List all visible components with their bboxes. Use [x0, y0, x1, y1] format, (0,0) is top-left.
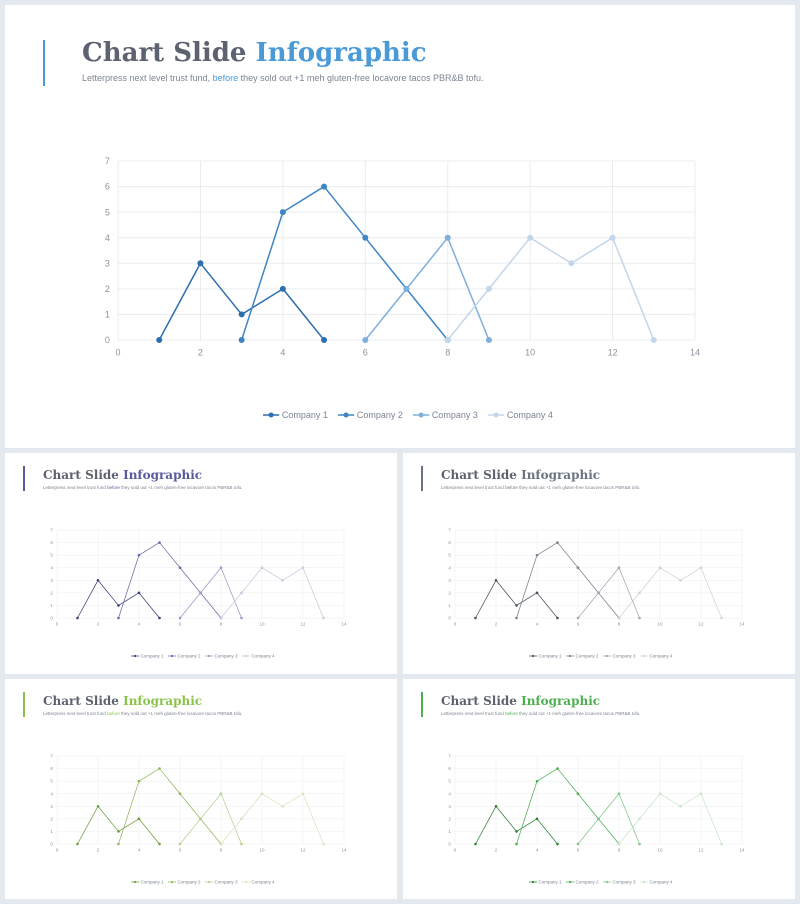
data-point — [179, 843, 182, 846]
y-tick-label: 2 — [448, 590, 451, 596]
slide-4 — [5, 679, 397, 899]
y-tick-label: 1 — [50, 829, 53, 835]
data-point — [179, 617, 182, 620]
x-tick-label: 6 — [576, 621, 580, 627]
subtitle-text-start: Letterpress next level trust fund — [43, 711, 106, 716]
slide-title-accent: Infographic — [123, 468, 203, 482]
data-point — [179, 792, 182, 795]
data-point — [597, 592, 600, 595]
y-tick-label: 7 — [50, 527, 53, 533]
series-line — [78, 580, 160, 618]
legend-swatch-marker — [208, 881, 210, 883]
legend — [529, 654, 673, 659]
data-point — [515, 604, 518, 607]
legend-item — [488, 410, 553, 420]
legend-item — [603, 654, 636, 659]
data-point — [659, 566, 662, 569]
grid — [57, 530, 344, 618]
data-point — [638, 818, 641, 821]
y-tick-label: 4 — [448, 565, 451, 571]
slide-title-accent: Infographic — [521, 468, 601, 482]
legend-swatch-marker — [269, 412, 274, 417]
x-tick-label: 12 — [607, 347, 618, 358]
data-point — [220, 617, 223, 620]
data-point — [220, 792, 223, 795]
data-point — [536, 780, 539, 783]
data-point — [720, 843, 723, 846]
subtitle-highlight: before — [505, 485, 518, 490]
data-point — [261, 566, 264, 569]
grid — [455, 756, 742, 844]
grid — [57, 756, 344, 844]
legend-swatch-marker — [208, 655, 210, 657]
legend-label: Company 3 — [612, 879, 636, 885]
legend-item — [168, 654, 201, 659]
data-point — [495, 579, 498, 582]
data-point — [138, 780, 141, 783]
legend-item — [338, 410, 403, 420]
x-tick-label: 0 — [55, 847, 59, 853]
data-point — [515, 617, 518, 620]
data-point — [280, 209, 286, 215]
data-point — [117, 830, 120, 833]
data-point — [720, 617, 723, 620]
legend-swatch-marker — [134, 655, 136, 657]
y-tick-label: 7 — [448, 753, 451, 759]
y-tick-label: 3 — [50, 803, 53, 809]
subtitle-text-end: they sold out +1 meh gluten-free locavore tacos PBR&B tofu. — [121, 485, 243, 490]
slide-title-accent: Infographic — [255, 38, 427, 68]
legend-label: Company 2 — [177, 653, 201, 659]
legend-label: Company 2 — [356, 410, 403, 421]
legend-swatch-marker — [569, 655, 571, 657]
y-tick-label: 2 — [448, 816, 451, 822]
data-point — [515, 830, 518, 833]
legend-swatch-marker — [344, 412, 349, 417]
data-point — [197, 260, 203, 266]
data-point — [556, 617, 559, 620]
data-point — [474, 617, 477, 620]
data-point — [76, 617, 79, 620]
legend-label: Company 3 — [214, 653, 238, 659]
x-tick-label: 12 — [698, 847, 704, 853]
data-point — [158, 617, 161, 620]
x-tick-label: 10 — [259, 621, 265, 627]
subtitle-text-start: Letterpress next level trust fund, — [82, 73, 211, 83]
series-1 — [76, 805, 161, 845]
y-tick-label: 6 — [448, 766, 451, 772]
slide-title-main: Chart Slide — [43, 694, 119, 708]
y-tick-label: 7 — [448, 527, 451, 533]
data-point — [536, 592, 539, 595]
data-point — [117, 604, 120, 607]
x-tick-label: 8 — [445, 347, 451, 358]
legend-swatch-marker — [532, 655, 534, 657]
data-point — [445, 235, 451, 241]
data-point — [322, 617, 325, 620]
legend-item — [529, 654, 562, 659]
data-point — [220, 843, 223, 846]
x-tick-label: 0 — [453, 847, 457, 853]
legend-item — [640, 880, 673, 885]
slide-3 — [403, 453, 795, 674]
data-point — [362, 337, 368, 343]
data-point — [240, 592, 243, 595]
data-point — [474, 843, 477, 846]
series-1 — [474, 805, 559, 845]
data-point — [117, 843, 120, 846]
slide-title-main: Chart Slide — [441, 468, 517, 482]
y-tick-label: 2 — [50, 816, 53, 822]
y-tick-label: 7 — [50, 753, 53, 759]
series-1 — [76, 579, 161, 619]
y-tick-label: 3 — [448, 803, 451, 809]
x-tick-label: 14 — [739, 847, 745, 853]
y-tick-label: 4 — [50, 791, 53, 797]
legend-item — [131, 654, 164, 659]
legend-item — [413, 410, 478, 420]
data-point — [556, 843, 559, 846]
data-point — [158, 843, 161, 846]
data-point — [618, 792, 621, 795]
subtitle-text-start: Letterpress next level trust fund — [441, 711, 504, 716]
y-tick-label: 0 — [448, 841, 451, 847]
data-point — [515, 843, 518, 846]
data-point — [179, 566, 182, 569]
slide-title-main: Chart Slide — [82, 38, 247, 68]
x-tick-label: 12 — [300, 847, 306, 853]
slide-1 — [5, 5, 795, 448]
legend-swatch-marker — [245, 881, 247, 883]
data-point — [445, 337, 451, 343]
x-tick-label: 0 — [55, 621, 59, 627]
grid — [455, 530, 742, 618]
data-point — [618, 617, 621, 620]
legend — [131, 880, 275, 885]
y-tick-label: 7 — [104, 156, 110, 167]
x-tick-label: 10 — [657, 621, 663, 627]
legend-label: Company 2 — [575, 879, 599, 885]
data-point — [556, 767, 559, 770]
legend-item — [566, 880, 599, 885]
y-tick-label: 3 — [448, 577, 451, 583]
data-point — [158, 541, 161, 544]
data-point — [556, 541, 559, 544]
data-point — [651, 337, 657, 343]
data-point — [638, 617, 641, 620]
x-tick-label: 6 — [362, 347, 368, 358]
data-point — [302, 792, 305, 795]
legend-label: Company 4 — [506, 410, 553, 421]
data-point — [220, 566, 223, 569]
legend-swatch-marker — [419, 412, 424, 417]
data-point — [577, 792, 580, 795]
x-tick-label: 4 — [535, 621, 539, 627]
data-point — [638, 843, 641, 846]
y-tick-label: 0 — [50, 841, 53, 847]
data-point — [138, 818, 141, 821]
subtitle-text-end: they sold out +1 meh gluten-free locavore tacos PBR&B tofu. — [519, 711, 641, 716]
legend-swatch-marker — [643, 881, 645, 883]
data-point — [158, 767, 161, 770]
data-point — [536, 554, 539, 557]
x-tick-label: 8 — [219, 621, 223, 627]
x-tick-label: 14 — [341, 621, 347, 627]
data-point — [679, 579, 682, 582]
x-tick-label: 12 — [698, 621, 704, 627]
line-chart — [403, 679, 795, 899]
data-point — [199, 818, 202, 821]
legend-label: Company 4 — [251, 879, 275, 885]
x-tick-label: 4 — [137, 847, 141, 853]
legend-item — [242, 880, 275, 885]
legend-item — [168, 880, 201, 885]
x-tick-label: 8 — [219, 847, 223, 853]
slide-title-accent: Infographic — [521, 694, 601, 708]
y-tick-label: 1 — [448, 829, 451, 835]
legend-swatch-marker — [606, 881, 608, 883]
x-tick-label: 12 — [300, 621, 306, 627]
y-tick-label: 0 — [104, 335, 110, 346]
data-point — [239, 311, 245, 317]
y-tick-label: 6 — [50, 540, 53, 546]
data-point — [138, 592, 141, 595]
data-point — [618, 843, 621, 846]
series-line — [476, 580, 558, 618]
line-chart — [5, 679, 397, 899]
data-point — [138, 554, 141, 557]
legend-item — [205, 880, 238, 885]
x-tick-label: 0 — [453, 621, 457, 627]
data-point — [240, 617, 243, 620]
y-tick-label: 0 — [50, 615, 53, 621]
y-tick-label: 0 — [448, 615, 451, 621]
data-point — [486, 337, 492, 343]
legend-label: Company 3 — [612, 653, 636, 659]
subtitle-highlight: before — [212, 73, 239, 83]
legend-item — [205, 654, 238, 659]
slide-title-main: Chart Slide — [43, 468, 119, 482]
legend-item — [640, 654, 673, 659]
y-tick-label: 5 — [50, 778, 53, 784]
legend-item — [566, 654, 599, 659]
y-tick-label: 2 — [50, 590, 53, 596]
data-point — [659, 792, 662, 795]
x-tick-label: 4 — [280, 347, 286, 358]
legend-label: Company 4 — [649, 879, 673, 885]
legend-label: Company 2 — [575, 653, 599, 659]
legend-label: Company 1 — [140, 653, 164, 659]
y-tick-label: 3 — [50, 577, 53, 583]
x-tick-label: 14 — [739, 621, 745, 627]
x-tick-label: 8 — [617, 621, 621, 627]
slide-title-accent: Infographic — [123, 694, 203, 708]
legend-label: Company 1 — [538, 879, 562, 885]
legend-swatch-marker — [171, 881, 173, 883]
y-tick-label: 5 — [448, 778, 451, 784]
data-point — [577, 617, 580, 620]
subtitle-text-end: they sold out +1 meh gluten-free locavore tacos PBR&B tofu. — [121, 711, 243, 716]
y-tick-label: 5 — [50, 552, 53, 558]
x-tick-label: 8 — [617, 847, 621, 853]
data-point — [618, 566, 621, 569]
x-tick-label: 14 — [689, 347, 701, 358]
data-point — [302, 566, 305, 569]
y-tick-label: 4 — [104, 232, 110, 243]
x-tick-label: 2 — [197, 347, 203, 358]
data-point — [240, 818, 243, 821]
data-point — [281, 579, 284, 582]
data-point — [638, 592, 641, 595]
subtitle-highlight: before — [107, 485, 120, 490]
legend-swatch-marker — [606, 655, 608, 657]
subtitle-highlight: before — [107, 711, 120, 716]
data-point — [610, 235, 616, 241]
x-tick-label: 6 — [576, 847, 580, 853]
legend-item — [529, 880, 562, 885]
subtitle-text-start: Letterpress next level trust fund — [441, 485, 504, 490]
legend-swatch-marker — [245, 655, 247, 657]
data-point — [117, 617, 120, 620]
data-point — [577, 566, 580, 569]
line-chart — [5, 5, 795, 448]
series-1 — [474, 579, 559, 619]
data-point — [486, 286, 492, 292]
x-tick-label: 6 — [178, 621, 182, 627]
data-point — [568, 260, 574, 266]
data-point — [281, 805, 284, 808]
data-point — [76, 843, 79, 846]
y-tick-label: 4 — [448, 791, 451, 797]
legend-label: Company 1 — [538, 653, 562, 659]
data-point — [321, 184, 327, 190]
legend-swatch-marker — [643, 655, 645, 657]
series-line — [78, 806, 160, 844]
y-tick-label: 5 — [104, 207, 110, 218]
legend-label: Company 3 — [214, 879, 238, 885]
y-tick-label: 6 — [50, 766, 53, 772]
data-point — [280, 286, 286, 292]
legend-item — [603, 880, 636, 885]
legend — [263, 410, 553, 420]
data-point — [156, 337, 162, 343]
line-chart — [5, 453, 397, 674]
subtitle-highlight: before — [505, 711, 518, 716]
data-point — [261, 792, 264, 795]
data-point — [536, 818, 539, 821]
data-point — [700, 566, 703, 569]
legend-swatch-marker — [134, 881, 136, 883]
legend-label: Company 1 — [140, 879, 164, 885]
slide-2 — [5, 453, 397, 674]
legend-label: Company 2 — [177, 879, 201, 885]
legend — [529, 880, 673, 885]
data-point — [700, 792, 703, 795]
subtitle-text-end: they sold out +1 meh gluten-free locavore tacos PBR&B tofu. — [519, 485, 641, 490]
x-tick-label: 2 — [96, 847, 100, 853]
data-point — [239, 337, 245, 343]
y-tick-label: 6 — [104, 181, 110, 192]
y-tick-label: 2 — [104, 284, 110, 295]
x-tick-label: 10 — [525, 347, 536, 358]
legend-item — [263, 410, 328, 420]
x-tick-label: 2 — [494, 621, 498, 627]
slide-5 — [403, 679, 795, 899]
legend-swatch-marker — [569, 881, 571, 883]
data-point — [97, 805, 100, 808]
data-point — [495, 805, 498, 808]
legend-swatch-marker — [494, 412, 499, 417]
x-tick-label: 2 — [96, 621, 100, 627]
legend-label: Company 4 — [251, 653, 275, 659]
legend-swatch-marker — [171, 655, 173, 657]
data-point — [362, 235, 368, 241]
data-point — [577, 843, 580, 846]
x-tick-label: 4 — [137, 621, 141, 627]
y-tick-label: 5 — [448, 552, 451, 558]
x-tick-label: 2 — [494, 847, 498, 853]
series-line — [159, 263, 324, 340]
x-tick-label: 10 — [259, 847, 265, 853]
series-1 — [156, 260, 327, 343]
y-tick-label: 1 — [50, 603, 53, 609]
line-chart — [403, 453, 795, 674]
x-tick-label: 10 — [657, 847, 663, 853]
subtitle-text-start: Letterpress next level trust fund — [43, 485, 106, 490]
y-tick-label: 1 — [104, 309, 110, 320]
y-tick-label: 3 — [104, 258, 110, 269]
slide-title-main: Chart Slide — [441, 694, 517, 708]
legend-label: Company 3 — [431, 410, 478, 421]
y-tick-label: 1 — [448, 603, 451, 609]
x-tick-label: 14 — [341, 847, 347, 853]
data-point — [240, 843, 243, 846]
data-point — [97, 579, 100, 582]
series-line — [476, 806, 558, 844]
legend-swatch-marker — [532, 881, 534, 883]
legend-label: Company 4 — [649, 653, 673, 659]
grid — [118, 161, 695, 340]
legend-item — [242, 654, 275, 659]
data-point — [679, 805, 682, 808]
x-tick-label: 0 — [115, 347, 121, 358]
data-point — [527, 235, 533, 241]
legend — [131, 654, 275, 659]
legend-item — [131, 880, 164, 885]
legend-label: Company 1 — [281, 410, 328, 421]
data-point — [597, 818, 600, 821]
data-point — [322, 843, 325, 846]
data-point — [404, 286, 410, 292]
x-tick-label: 6 — [178, 847, 182, 853]
data-point — [321, 337, 327, 343]
subtitle-text-end: they sold out +1 meh gluten-free locavore tacos PBR&B tofu. — [240, 73, 484, 83]
data-point — [199, 592, 202, 595]
y-tick-label: 6 — [448, 540, 451, 546]
x-tick-label: 4 — [535, 847, 539, 853]
y-tick-label: 4 — [50, 565, 53, 571]
